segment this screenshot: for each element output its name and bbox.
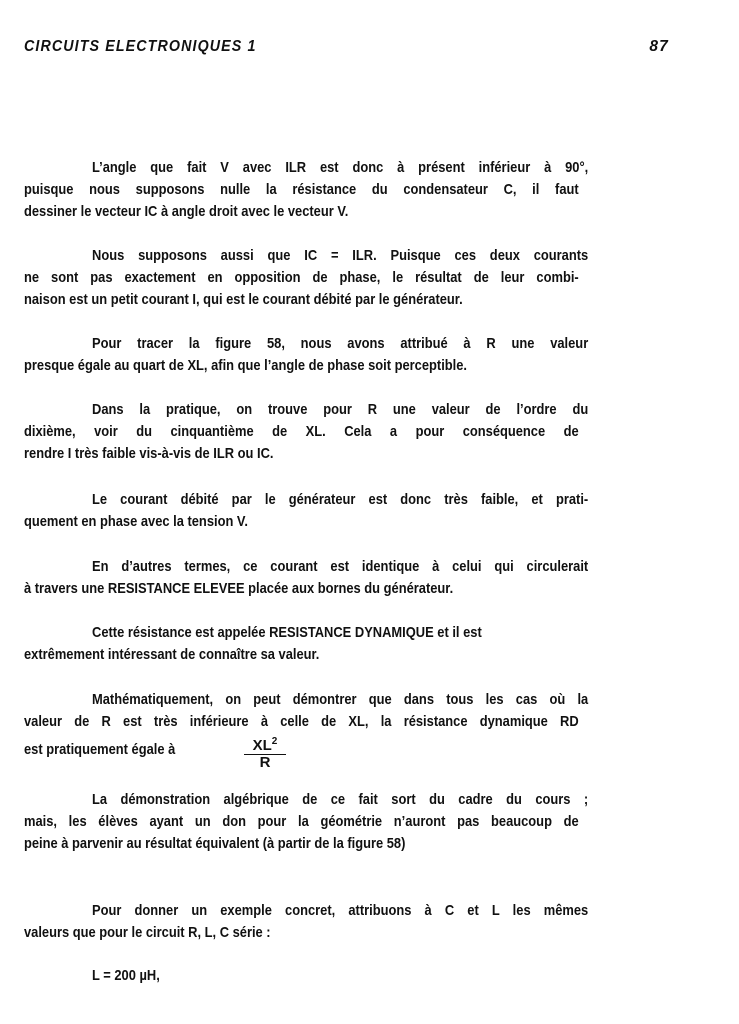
paragraph-8-line-1: Mathématiquement, on peut démontrer que dans tous les cas où la — [92, 691, 589, 708]
paragraph-5-line-2: quement en phase avec la tension V. — [24, 513, 248, 530]
paragraph-2-line-2: ne sont pas exactement en opposition de phase, le résultat de leur combi- — [24, 269, 579, 286]
formula-numerator: $XL^2$ — [244, 733, 286, 755]
paragraph-3-line-2: presque égale au quart de XL, afin que l’angle de phase soit perceptible. — [24, 357, 468, 374]
paragraph-2-line-1: Nous supposons aussi que IC = ILR. Puisque ces deux courants — [92, 247, 589, 264]
paragraph-6-line-2: à travers une RESISTANCE ELEVEE placée aux bornes du générateur. — [24, 580, 454, 597]
running-title: CIRCUITS ELECTRONIQUES 1 — [24, 38, 257, 55]
page-number: 87 — [649, 38, 669, 55]
paragraph-10-line-2: valeurs que pour le circuit R, L, C série : — [24, 924, 271, 941]
inductance-value: L = 200 µH, — [92, 967, 160, 984]
paragraph-1-line-2: puisque nous supposons nulle la résistance du condensateur C, il faut — [24, 181, 579, 198]
paragraph-9-line-3: peine à parvenir au résultat équivalent (à partir de la figure 58) — [24, 835, 406, 852]
paragraph-8-line-3: est pratiquement égale à — [24, 741, 176, 758]
dynamic-resistance-formula — [244, 733, 286, 771]
paragraph-9-line-1: La démonstration algébrique de ce fait sort du cadre du cours ; — [92, 791, 589, 808]
paragraph-1-line-1: L’angle que fait V avec ILR est donc à présent inférieur à 90°, — [92, 159, 589, 176]
paragraph-4-line-2: dixième, voir du cinquantième de XL. Cela a pour conséquence de — [24, 423, 579, 440]
paragraph-7-line-2: extrêmement intéressant de connaître sa valeur. — [24, 646, 320, 663]
paragraph-4-line-1: Dans la pratique, on trouve pour R une valeur de l’ordre du — [92, 401, 589, 418]
paragraph-5-line-1: Le courant débité par le générateur est donc très faible, et prati- — [92, 491, 589, 508]
paragraph-9-line-2: mais, les élèves ayant un don pour la géométrie n’auront pas beaucoup de — [24, 813, 579, 830]
paragraph-2-line-3: naison est un petit courant I, qui est le courant débité par le générateur. — [24, 291, 463, 308]
paragraph-3-line-1: Pour tracer la figure 58, nous avons attribué à R une valeur — [92, 335, 589, 352]
running-header — [24, 38, 669, 62]
paragraph-4-line-3: rendre I très faible vis-à-vis de ILR ou IC. — [24, 445, 274, 462]
paragraph-10-line-1: Pour donner un exemple concret, attribuons à C et L les mêmes — [92, 902, 589, 919]
paragraph-7-line-1: Cette résistance est appelée RESISTANCE DYNAMIQUE et il est — [92, 624, 482, 641]
paragraph-6-line-1: En d’autres termes, ce courant est identique à celui qui circulerait — [92, 558, 589, 575]
formula-denominator: R — [259, 754, 271, 771]
formula-exponent: 2 — [271, 736, 278, 747]
paragraph-1-line-3: dessiner le vecteur IC à angle droit avec le vecteur V. — [24, 203, 349, 220]
paragraph-8-line-2: valeur de R est très inférieure à celle de XL, la résistance dynamique RD — [24, 713, 579, 730]
